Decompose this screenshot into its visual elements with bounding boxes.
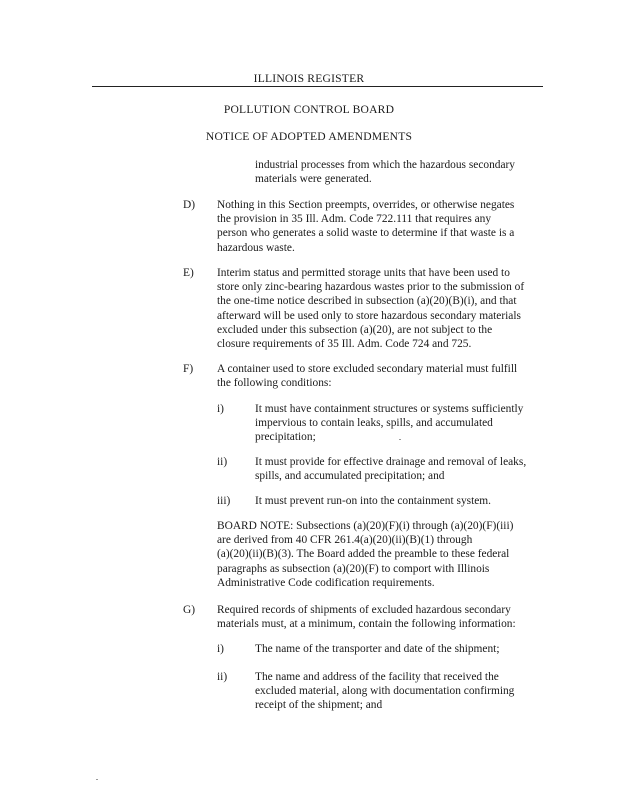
text-line: Required records of shipments of excluded hazardous secondary [217, 604, 511, 616]
text-line: the following conditions: [217, 377, 332, 390]
subitem-g-i-text [255, 642, 547, 656]
text-line: Administrative Code codification requirements. [217, 576, 435, 589]
text-line: It must provide for effective drainage and removal of leaks, [255, 456, 527, 468]
continuation-text [255, 158, 547, 186]
header-rule [92, 86, 543, 87]
subitem-label-f-ii: ii) [217, 456, 228, 468]
text-line: materials were generated. [255, 173, 372, 186]
text-line: precipitation; [255, 431, 316, 444]
text-line: (a)(20)(ii)(B)(3). The Board added the preamble to these federal [217, 548, 510, 561]
item-label-f: F) [183, 363, 194, 375]
item-label-g: G) [183, 604, 196, 616]
text-line: It must prevent run-on into the containment system. [255, 495, 491, 507]
subitem-f-ii-text [255, 455, 547, 483]
text-line: spills, and accumulated precipitation; and [255, 470, 445, 483]
text-line: impervious to contain leaks, spills, and accumulated [255, 417, 493, 430]
scan-speck [96, 779, 98, 780]
item-label-e: E) [183, 267, 194, 279]
text-line: store only zinc-bearing hazardous wastes prior to the submission of [217, 281, 525, 294]
subitem-label-f-i: i) [217, 403, 224, 415]
text-line: the one-time notice described in subsection (a)(20)(B)(i), and that [217, 295, 517, 308]
text-line: It must have containment structures or systems sufficiently [255, 403, 524, 415]
text-line: hazardous waste. [217, 241, 295, 254]
text-line: The name of the transporter and date of the shipment; [255, 643, 500, 655]
board-note [217, 519, 547, 590]
text-line: person who generates a solid waste to determine if that waste is a [217, 227, 515, 240]
text-line: Nothing in this Section preempts, overrides, or otherwise negates [217, 199, 515, 211]
item-e-text [217, 266, 547, 351]
text-line: The name and address of the facility that received the [255, 671, 499, 683]
text-line: BOARD NOTE: Subsections (a)(20)(F)(i) through (a)(20)(F)(iii) [217, 520, 514, 532]
item-d-text [217, 198, 547, 255]
subitem-label-f-iii: iii) [217, 495, 231, 507]
text-line: excluded under this subsection (a)(20), are not subject to the [217, 323, 493, 336]
text-line: Interim status and permitted storage units that have been used to [217, 267, 510, 279]
text-line: A container used to store excluded secondary material must fulfill [217, 363, 518, 375]
register-title: ILLINOIS REGISTER [253, 72, 365, 85]
text-line: industrial processes from which the hazardous secondary [255, 159, 516, 171]
subitem-label-g-ii: ii) [217, 671, 228, 683]
text-line: excluded material, along with documentation confirming [255, 685, 515, 698]
scan-speck [399, 439, 401, 440]
subitem-f-iii-text [255, 494, 547, 508]
text-line: materials must, at a minimum, contain the following information: [217, 618, 516, 631]
text-line: closure requirements of 35 Ill. Adm. Code 724 and 725. [217, 338, 472, 351]
text-line: are derived from 40 CFR 261.4(a)(20)(ii)(B)(1) through [217, 534, 473, 547]
item-g-text [217, 603, 547, 631]
subitem-label-g-i: i) [217, 643, 224, 655]
item-label-d: D) [183, 199, 196, 211]
text-line: the provision in 35 Ill. Adm. Code 722.111 that requires any [217, 213, 492, 226]
text-line: receipt of the shipment; and [255, 699, 383, 712]
notice-title: NOTICE OF ADOPTED AMENDMENTS [205, 130, 413, 143]
subitem-g-ii-text [255, 670, 547, 713]
text-line: paragraphs as subsection (a)(20)(F) to comport with Illinois [217, 562, 490, 575]
subitem-f-i-text [255, 402, 547, 445]
text-line: afterward will be used only to store hazardous secondary materials [217, 309, 521, 322]
item-f-text [217, 362, 547, 390]
board-title: POLLUTION CONTROL BOARD [223, 103, 395, 116]
